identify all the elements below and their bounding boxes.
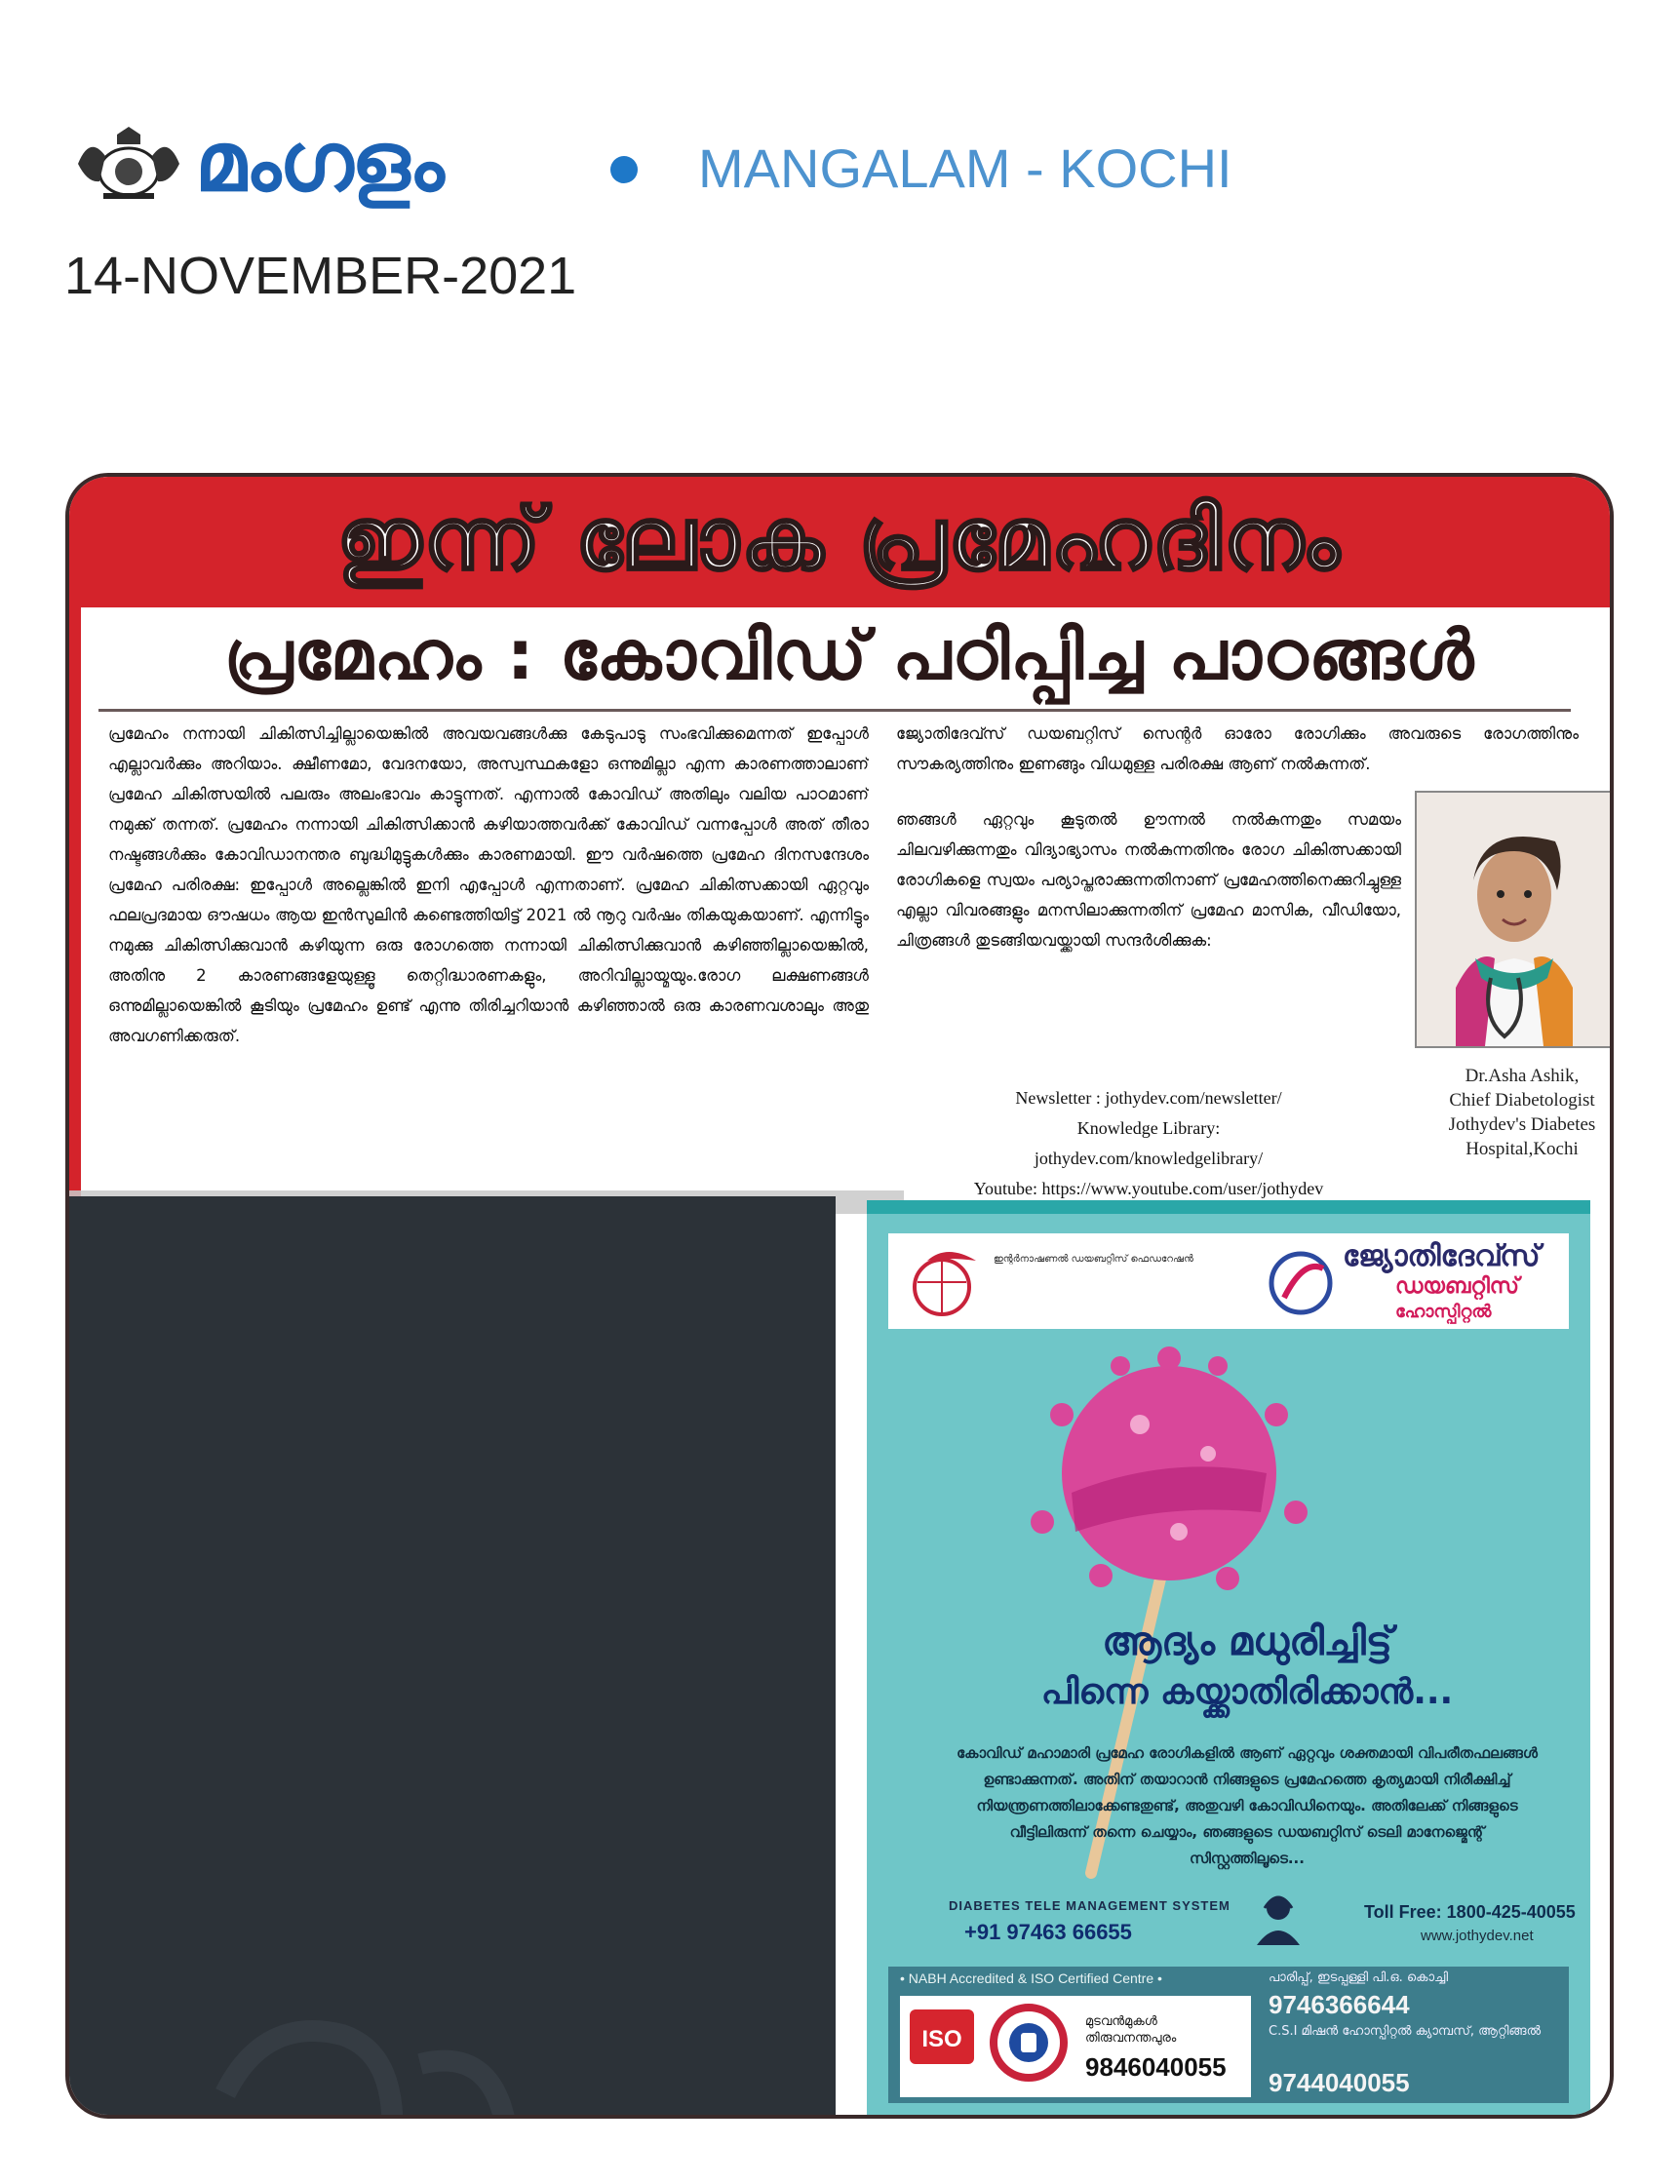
- ad-website[interactable]: www.jothydev.net: [1421, 1928, 1534, 1944]
- kochi-phone[interactable]: 9746366644: [1269, 1990, 1410, 2019]
- attingal-phone[interactable]: 9744040055: [1269, 2068, 1410, 2097]
- attingal-branch-label: C.S.I മിഷൻ ഹോസ്പിറ്റൽ ക്യാമ്പസ്, ആറ്റിങ്ങൽ: [1269, 2024, 1542, 2039]
- red-edge-strip: [69, 607, 81, 1290]
- faded-background-graphic: [186, 1976, 732, 2119]
- doctor-caption: [1410, 1064, 1614, 1161]
- header-separator-dot: [610, 156, 638, 183]
- idf-name: ഇന്റർനാഷണൽ ഡയബറ്റിസ് ഫെഡറേഷൻ: [994, 1254, 1193, 1265]
- jothydev-logo-icon: [1267, 1249, 1335, 1317]
- jothydev-brand: ജ്യോതിദേവ്സ്: [1343, 1239, 1541, 1273]
- publication-date: 14-NOVEMBER-2021: [64, 247, 577, 305]
- ad-body-copy: കോവിഡ് മഹാമാരി പ്രമേഹ രോഗികളിൽ ആണ് ഏറ്റവും ശക്തമായി വിപരീതഫലങ്ങൾ ഉണ്ടാക്കുന്നത്. അതിന് തയാറാൻ നിങ്ങളുടെ പ്രമേഹത്തെ കൃത്യമായി നിരീക്ഷിച്ച് നിയന്ത്രണത്തിലാക്കേണ്ടതുണ്ട്, അതുവഴി കോവിഡിനെയും. അതിലേക്ക് നിങ്ങളുടെ വീട്ടിലിരുന്ന് തന്നെ ചെയ്യാം, ഞങ്ങളുടെ ഡയബറ്റിസ് ടെലി മാനേജ്മെന്റ് സിസ്റ്റത്തിലൂടെ...: [957, 1744, 1538, 1867]
- youtube-link[interactable]: Youtube: https://www.youtube.com/user/jothydev: [973, 1179, 1324, 1198]
- redacted-area: [69, 1196, 836, 2119]
- brand-diabetes: ഡയബറ്റിസ്: [1395, 1274, 1519, 1299]
- support-agent-icon: [1249, 1889, 1308, 1947]
- newsletter-link[interactable]: Newsletter : jothydev.com/newsletter/: [1015, 1088, 1282, 1108]
- brand-hospital: ഹോസ്പിറ്റൽ: [1395, 1302, 1492, 1322]
- headline-divider: [98, 709, 1571, 712]
- nabh-seal-icon: [990, 2004, 1068, 2082]
- knowledge-library-link[interactable]: jothydev.com/knowledgelibrary/: [1034, 1149, 1264, 1168]
- ad-contact-panel: [888, 1967, 1569, 2103]
- knowledge-library-label: Knowledge Library:: [1076, 1118, 1221, 1138]
- ad-headline-2: പിന്നെ കയ്ക്കാതിരിക്കാൻ...: [1040, 1672, 1454, 1712]
- doctor-place: Hospital,Kochi: [1465, 1139, 1579, 1159]
- doctor-portrait-image: [1417, 793, 1612, 1046]
- trivandrum-branch-label: മുടവൻമുകൾ തിരുവനന്തപുരം: [1085, 2014, 1177, 2046]
- tele-management-label: DIABETES TELE MANAGEMENT SYSTEM: [949, 1898, 1231, 1913]
- iso-badge-icon: [908, 2008, 976, 2066]
- diabetes-hospital-advertisement: [867, 1200, 1590, 2115]
- accreditation-label: • NABH Accredited & ISO Certified Centre •: [900, 1970, 1162, 1986]
- ad-top-bar: [867, 1200, 1590, 1214]
- article-body-right: ഞങ്ങൾ ഏറ്റവും കൂടുതൽ ഊന്നൽ നൽകുന്നതും സമയം ചിലവഴിക്കുന്നതും വിദ്യാഭ്യാസം നൽകുന്നതിനും രോഗ ചികിത്സക്കായി രോഗികളെ സ്വയം പര്യാപ്തരാക്കുന്നതിനാണ് പ്രമേഹത്തിനെക്കുറിച്ചുള്ള എല്ലാ വിവരങ്ങളും മനസിലാക്കുന്നതിന് പ്രമേഹ മാസിക, വീഡിയോ, ചിത്രങ്ങൾ തുടങ്ങിയവയ്ക്കായി സന്ദർശിക്കുക:: [896, 810, 1401, 950]
- ad-headline-1: ആദ്യം മധുരിച്ചിട്ട്: [1102, 1619, 1392, 1664]
- banner-title: ഇന്ന് ലോക പ്രമേഹദിനം: [336, 488, 1343, 589]
- doctor-photo: [1415, 791, 1614, 1048]
- newspaper-logo: മംഗളം: [195, 114, 443, 210]
- trivandrum-phone[interactable]: 9846040055: [1085, 2052, 1227, 2082]
- newspaper-emblem-icon: [68, 125, 189, 203]
- doctor-title: Chief Diabetologist: [1449, 1090, 1595, 1111]
- idf-globe-icon: [898, 1243, 986, 1321]
- ad-logo-strip: [888, 1233, 1569, 1329]
- newspaper-clipping: [65, 473, 1614, 2119]
- article-body-right-top: ജ്യോതിദേവ്സ് ഡയബറ്റിസ് സെന്റർ ഓരോ രോഗിക്കും അവരുടെ രോഗത്തിനും സൗകര്യത്തിനും ഇണങ്ങും വിധമുള്ള പരിരക്ഷ ആണ് നൽകുന്നത്.: [896, 724, 1579, 773]
- certification-box: [900, 1996, 1251, 2097]
- iso-badge-label: ISO: [921, 2026, 962, 2052]
- doctor-org: Jothydev's Diabetes: [1448, 1114, 1596, 1135]
- toll-free-number[interactable]: Toll Free: 1800-425-40055: [1364, 1902, 1576, 1922]
- tele-phone-number[interactable]: +91 97463 66655: [964, 1920, 1132, 1944]
- article-body-left: പ്രമേഹം നന്നായി ചികിത്സിച്ചില്ലായെങ്കിൽ അവയവങ്ങൾക്കു കേടുപാടു സംഭവിക്കുമെന്നത് ഇപ്പോൾ എല്ലാവർക്കും അറിയാം. ക്ഷീണമോ, വേദനയോ, അസ്വസ്ഥകളോ ഒന്നുമില്ലാ എന്ന കാരണത്താലാണ് പ്രമേഹ ചികിത്സയിൽ പലരും അലംഭാവം കാട്ടുന്നത്. എന്നാൽ കോവിഡ് അതിലും വലിയ പാഠമാണ് നമുക്ക് തന്നത്. പ്രമേഹം നന്നായി ചികിത്സിക്കാൻ കഴിയാത്തവർക്ക് കോവിഡ് വന്നപ്പോൾ അത് തീരാ നഷ്ടങ്ങൾക്കും കോവിഡാനന്തര ബുദ്ധിമുട്ടുകൾക്കും കാരണമായി. ഈ വർഷത്തെ പ്രമേഹ ദിനസന്ദേശം പ്രമേഹ പരിരക്ഷ: ഇപ്പോൾ അല്ലെങ്കിൽ ഇനി എപ്പോൾ എന്നതാണ്. പ്രമേഹ ചികിത്സക്കായി ഏറ്റവും ഫലപ്രദമായ ഔഷധം ആയ ഇൻസുലിൻ കണ്ടെത്തിയിട്ട് 2021 ൽ നൂറു വർഷം തികയുകയാണ്. എന്നിട്ടും നമുക്കു ചികിത്സിക്കുവാൻ കഴിയുന്ന ഒരു രോഗത്തെ നന്നായി ചികിത്സിക്കുവാൻ കഴിഞ്ഞില്ലായെങ്കിൽ, അതിനു 2 കാരണങ്ങളേയുള്ളൂ തെറ്റിദ്ധാരണകളും, അറിവില്ലായ്മയും.രോഗ ലക്ഷണങ്ങൾ ഒന്നുമില്ലായെങ്കിൽ കൂടിയും പ്രമേഹം ഉണ്ട് എന്നു തിരിച്ചറിയാൻ കഴിഞ്ഞാൽ ഒരു കാരണവശാലും അതു അവഗണിക്കരുത്.: [108, 724, 869, 1045]
- kochi-branch-label: പാരിപ്പ്, ഇടപ്പള്ളി പി.ഒ. കൊച്ചി: [1269, 1970, 1449, 1985]
- doctor-name: Dr.Asha Ashik,: [1465, 1066, 1580, 1086]
- article-headline: പ്രമേഹം : കോവിഡ് പഠിപ്പിച്ച പാഠങ്ങൾ: [223, 615, 1475, 695]
- publication-source: MANGALAM - KOCHI: [698, 137, 1232, 199]
